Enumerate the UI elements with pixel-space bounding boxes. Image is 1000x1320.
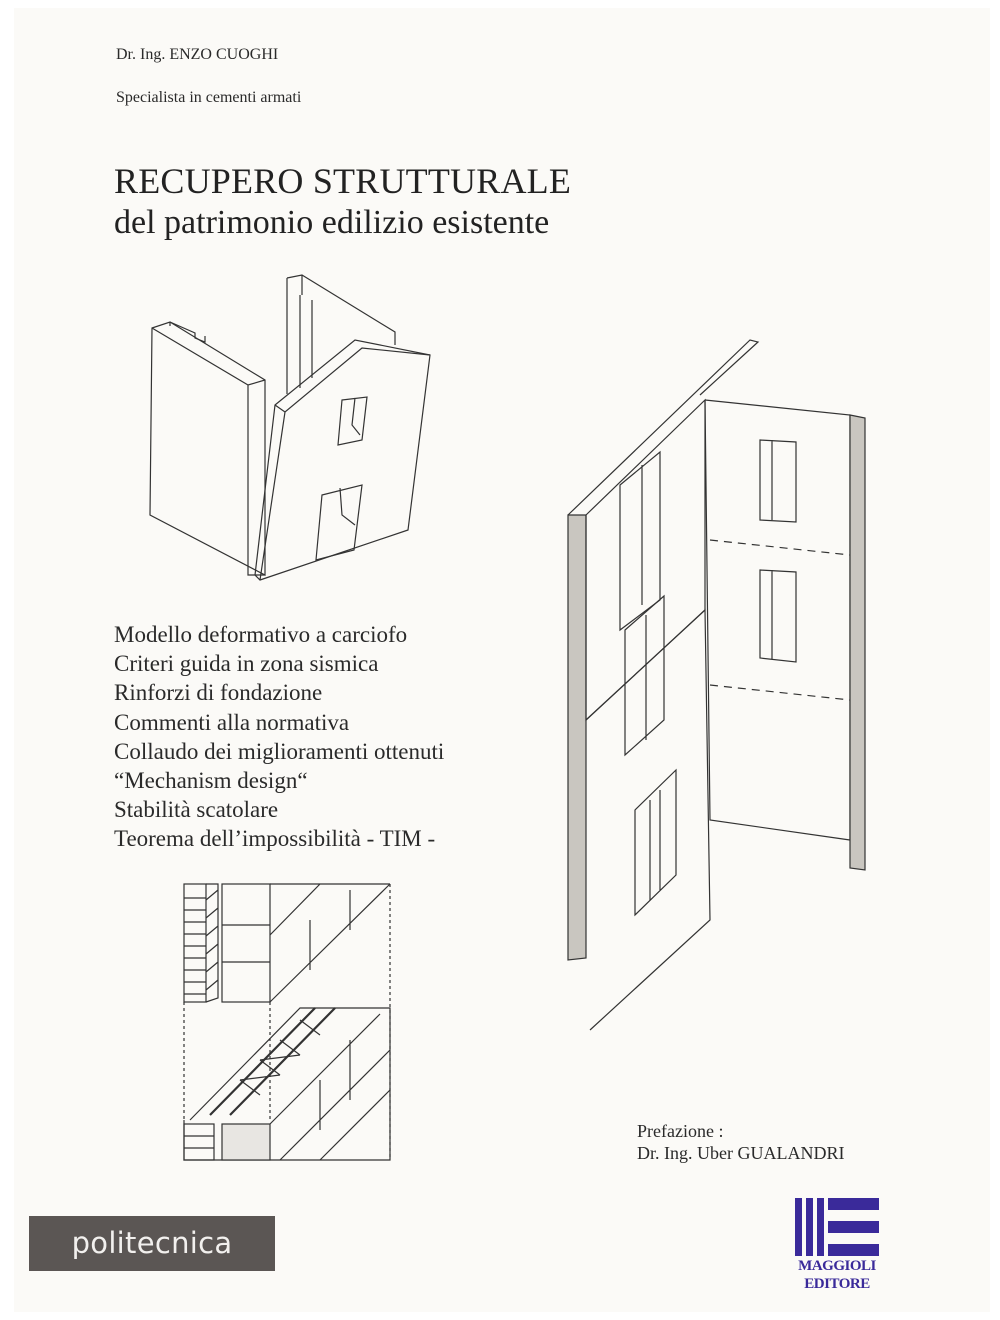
topic-item: Modello deformativo a carciofo [114, 622, 408, 647]
topic-item: Rinforzi di fondazione [114, 680, 323, 706]
topic-item: Collaudo dei miglioramenti ottenuti [114, 738, 445, 764]
publisher-name-line1: MAGGIOLI [798, 1258, 876, 1274]
topic-item: Criteri guida in zona sismica [114, 651, 379, 677]
author-name: Dr. Ing. ENZO CUOGHI [116, 46, 279, 63]
preface-credit [637, 1120, 844, 1164]
series-logo-politecnica: politecnica [29, 1216, 275, 1271]
publisher-name-line2: EDITORE [804, 1276, 870, 1292]
publisher-logo [795, 1198, 879, 1292]
preface-author: Dr. Ing. Uber GUALANDRI [637, 1143, 845, 1163]
topic-item: Commenti alla normativa [114, 709, 350, 735]
reinforced-masonry-illustration [180, 880, 410, 1170]
topics-list [114, 620, 444, 854]
topic-item: “Mechanism design“ [114, 768, 308, 794]
preface-label: Prefazione : [637, 1121, 724, 1141]
topic-item: Stabilità scatolare [114, 797, 279, 823]
book-subtitle: del patrimonio edilizio esistente [114, 204, 550, 241]
topic-item: Teorema dell’impossibilità - TIM - [114, 826, 436, 852]
author-subtitle: Specialista in cementi armati [116, 89, 302, 106]
building-corner-illustration [560, 340, 890, 970]
book-title: RECUPERO STRUTTURALE [114, 161, 572, 201]
maggioli-logo-icon [795, 1198, 879, 1256]
wall-mechanism-illustration [130, 270, 450, 590]
